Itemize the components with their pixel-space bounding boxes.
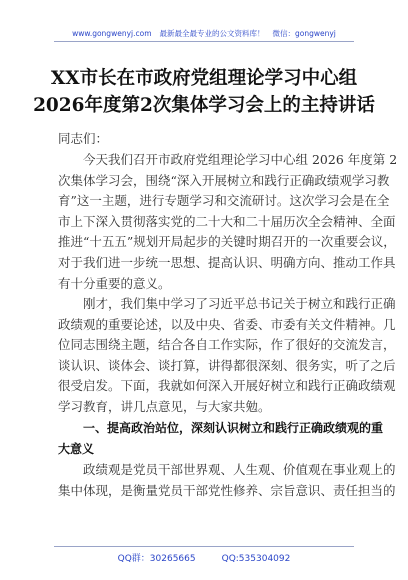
paragraph-line: 对于我们进一步统一思想、提高认识、明确方向、推动工作具 (58, 254, 396, 270)
paragraph-line: 很受启发。下面，我就如何深入开展好树立和践行正确政绩观 (58, 378, 396, 394)
section-heading (58, 418, 384, 459)
header-site-link[interactable]: www.gongwenyj.com (72, 29, 152, 38)
footer-divider (54, 546, 354, 547)
header-divider (54, 41, 354, 42)
salutation (58, 129, 354, 150)
paragraph-line: 集中体现，是衡量党员干部党性修养、宗旨意识、责任担当的 (58, 482, 396, 498)
document-title-line-1: XX市长在市政府党组理论学习中心组 (50, 68, 358, 89)
salutation-text: 同志们： (58, 131, 109, 146)
paragraph-line: 育”这一主题，进行专题学习和交流研讨。这次学习会是在全 (58, 193, 390, 209)
section-heading-line-1: 一、提高政治站位，深刻认识树立和践行正确政绩观的重 (83, 421, 384, 435)
paragraph-line: 市上下深入贯彻落实党的二十大和二十届历次全会精神、全面 (58, 213, 396, 229)
paragraph-3 (58, 460, 396, 501)
section-heading-line-2: 大意义 (58, 441, 95, 456)
page-header (0, 28, 408, 39)
paragraph-line: 次集体学习会，围绕“深入开展树立和践行正确政绩观学习教 (58, 172, 390, 188)
paragraph-line: 推进“十五五”规划开局起步的关键时期召开的一次重要会议， (58, 234, 396, 250)
paragraph-1 (58, 150, 398, 294)
paragraph-line: 有十分重要的意义。 (58, 275, 171, 291)
paragraph-line: 刚才，我们集中学习了习近平总书记关于树立和践行正确 (83, 296, 396, 311)
paragraph-line: 位同志围绕主题，结合各自工作实际，作了很好的交流发言， (58, 337, 396, 353)
header-promo: 最新最全最专业的公文资料库！ (159, 29, 265, 38)
document-title-line-2: 2026年度第2次集体学习会上的主持讲话 (33, 95, 375, 116)
paragraph-2 (58, 294, 396, 418)
paragraph-line: 政绩观的重要论述，以及中央、省委、市委有关文件精神。几 (58, 316, 396, 332)
page-footer (0, 551, 408, 564)
paragraph-line: 政绩观是党员干部世界观、人生观、价值观在事业观上的 (83, 462, 396, 477)
footer-qq: QQ:535304092 (221, 554, 291, 564)
paragraph-line: 学习教育，讲几点意见，与大家共勉。 (58, 398, 271, 414)
paragraph-line: 今天我们召开市政府党组理论学习中心组 2026 年度第 2 (83, 152, 398, 167)
paragraph-line: 谈认识、谈体会、谈打算，讲得都很深刻、很务实，听了之后 (58, 357, 396, 373)
footer-qq-group: QQ群：30265665 (117, 554, 196, 564)
header-wechat: 微信：gongwenyj (272, 29, 336, 38)
